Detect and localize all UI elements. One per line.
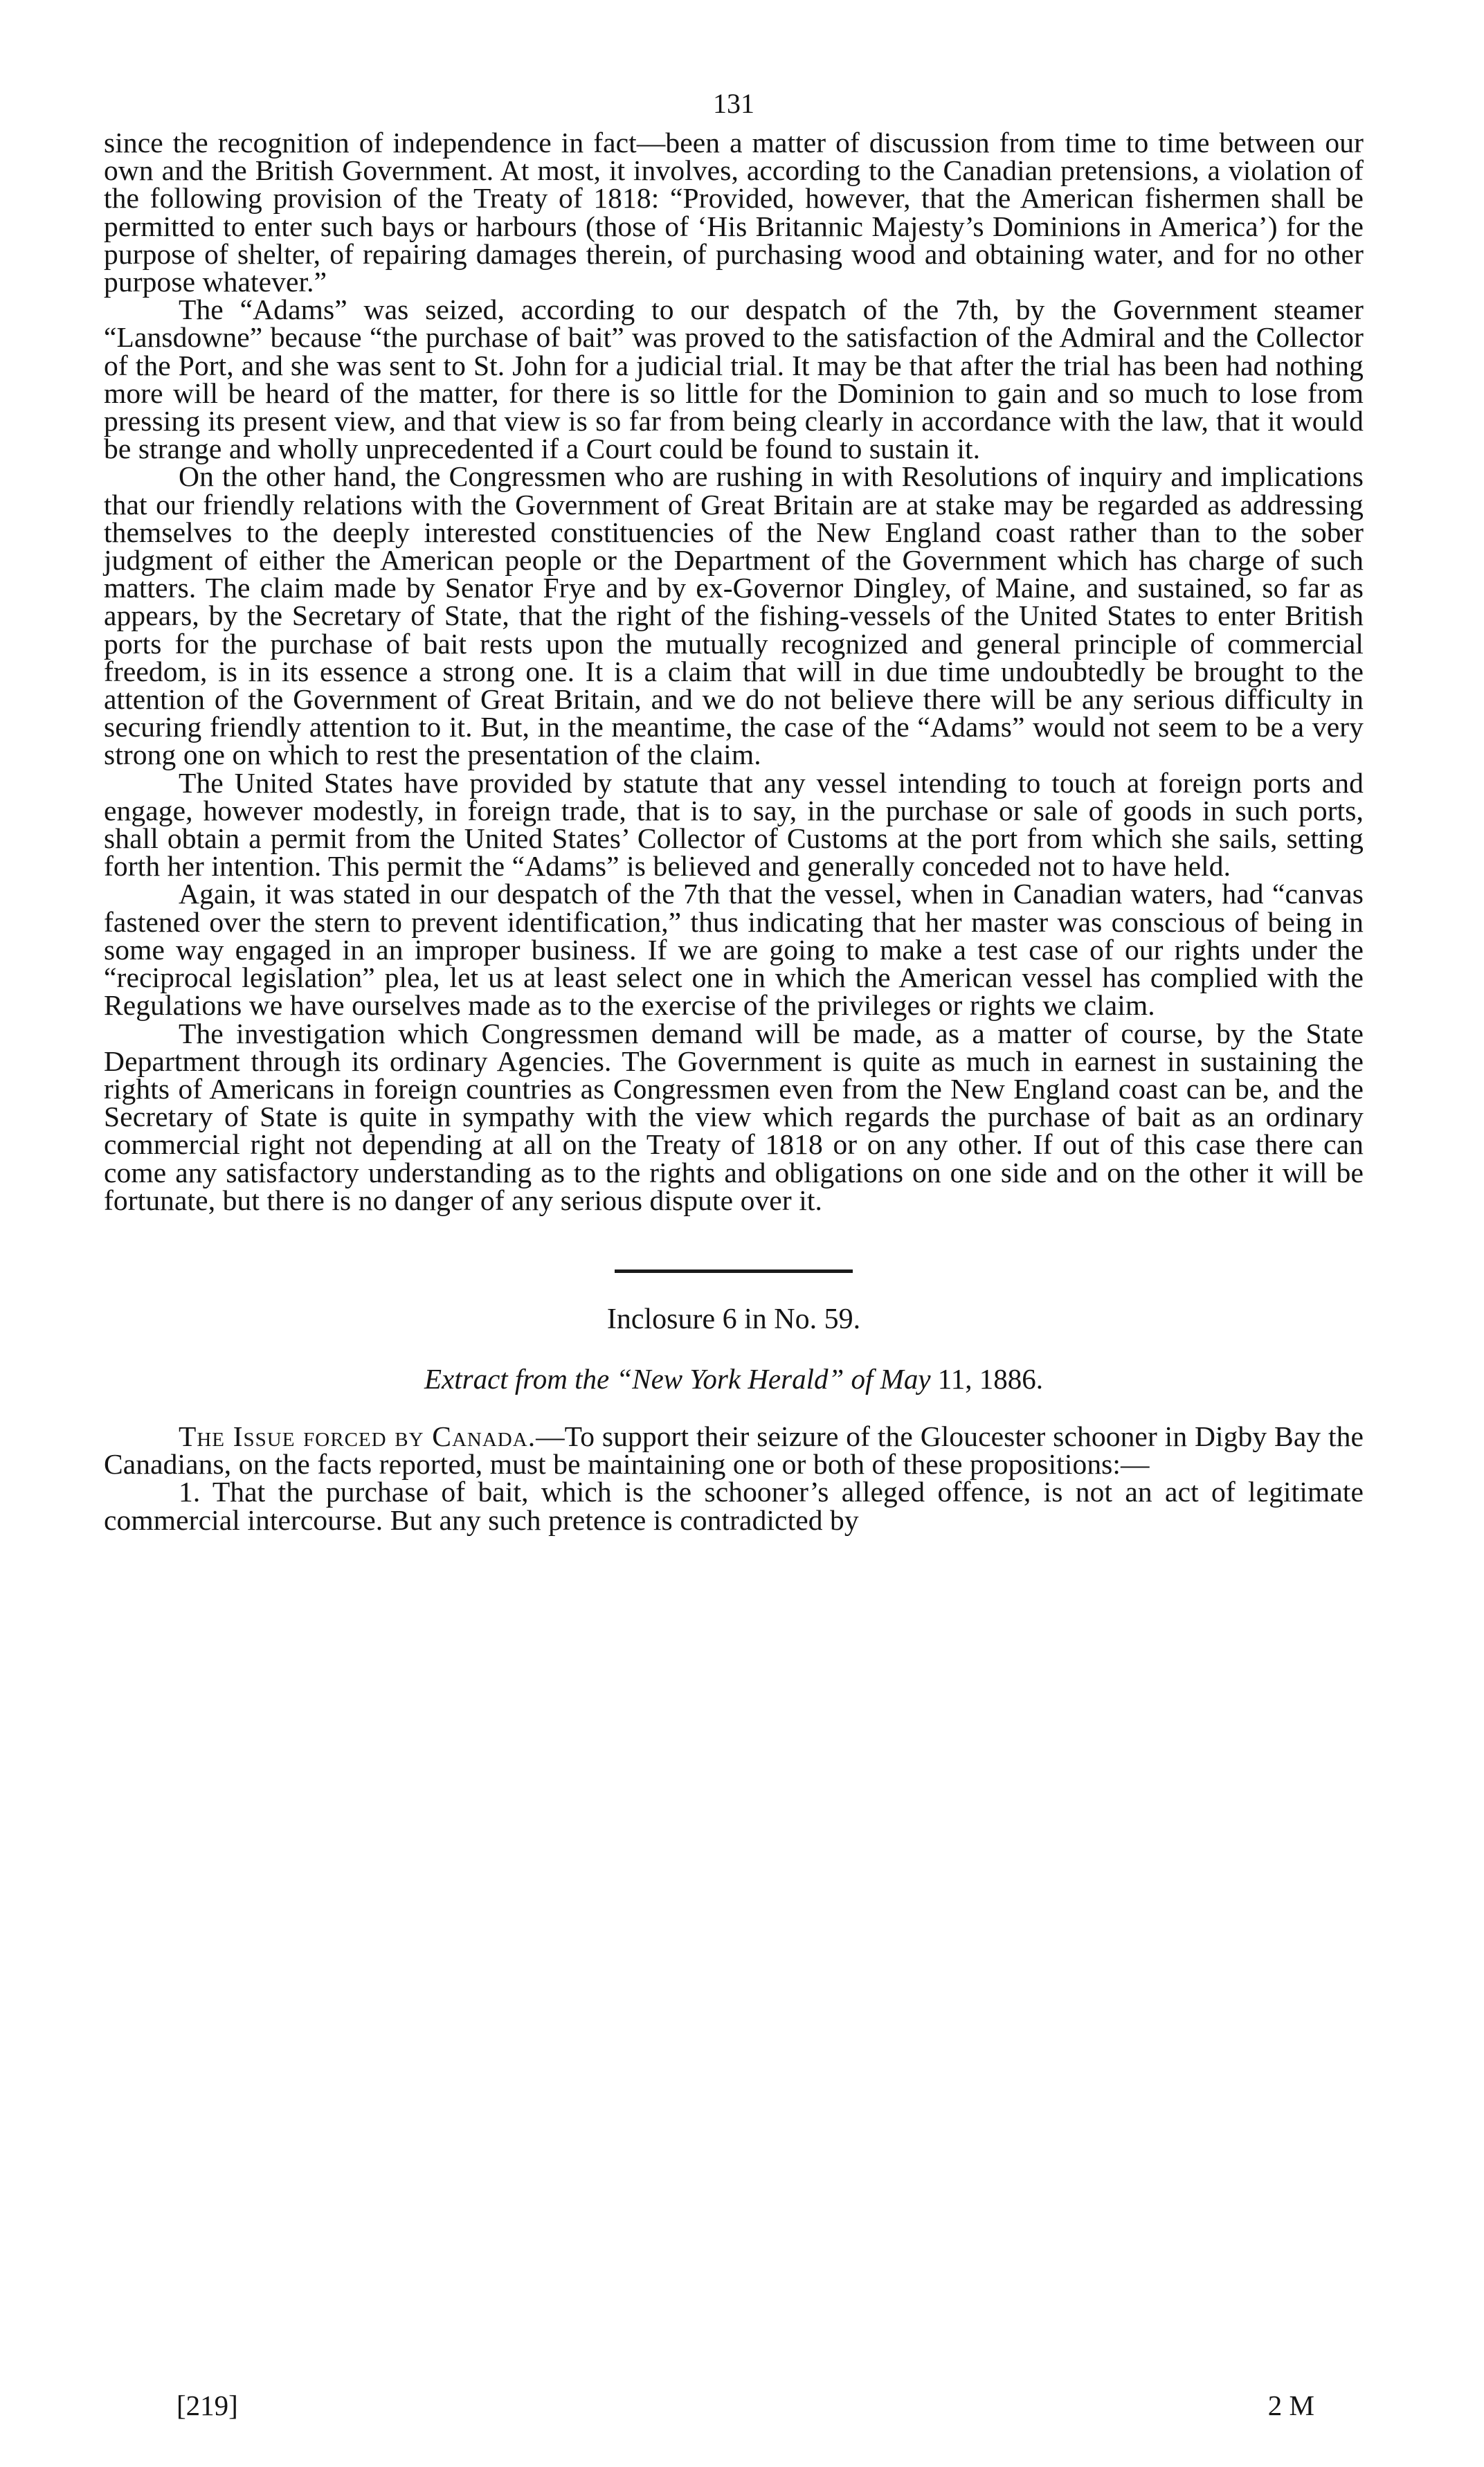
paragraph-4: The United States have provided by statute that any vessel intending to touch at foreign ports and engage, however modestly, in foreign trade, that is to say, in the purchase or sale of goods in such ports, shall obtain a permit from the United States’ Collector of Customs at the port from which she sails, setting forth her intention. This permit the “Adams” is believed and generally conceded not to have held.: [104, 766, 1364, 883]
paragraph-2: The “Adams” was seized, according to our despatch of the 7th, by the Government steamer “Lansdowne” because “the purchase of bait” was proved to the satisfaction of the Admiral and the Collector of the Port, and she was sent to St. John for a judicial trial. It may be that after the trial has been had nothing more will be heard of the matter, for there is so little for the Dominion to gain and so much to lose from pressing its present view, and that view is so far from being clearly in accordance with the law, that it would be strange and wholly unprecedented if a Court could be found to sustain it.: [104, 293, 1364, 465]
paragraph-5: Again, it was stated in our despatch of the 7th that the vessel, when in Canadian waters, had “canvas fastened over the stern to prevent identification,” thus indicating that her master was conscious of being in some way engaged in an improper business. If we are going to make a test case of our rights under the “reciprocal legislation” plea, let us at least select one in which the American vessel has complied with the Regulations we have ourselves made as to the exercise of the privileges or rights we claim.: [104, 878, 1364, 1022]
sheet-mark: 2 M: [1267, 2389, 1314, 2421]
article-headline: The Issue forced by Canada.: [179, 1420, 536, 1452]
signature-mark: [219]: [177, 2389, 238, 2421]
article-lead-paragraph: [104, 1420, 1364, 1481]
section-divider: [615, 1269, 853, 1273]
paragraph-6: The investigation which Congressmen demand will be made, as a matter of course, by the State Department through its ordinary Agencies. The Government is quite as much in earnest in sustaining the rights of Americans in foreign countries as Congressmen even from the New England coast can be, and the Secretary of State is quite in sympathy with the view which regards the purchase of bait as an ordinary commercial right not depending at all on the Treaty of 1818 or on any other. If out of this case there can come any satisfactory understanding as to the rights and obligations on one side and on the other it will be fortunate, but there is no danger of any serious dispute over it.: [104, 1017, 1364, 1216]
inclosure-heading: Inclosure 6 in No. 59.: [606, 1303, 861, 1335]
article-point-1: 1. That the purchase of bait, which is the schooner’s alleged offence, is not an act of legitimate commercial intercourse. But any such pretence is contradicted by: [104, 1476, 1364, 1536]
extract-line: [104, 1362, 1364, 1396]
page-number: 131: [713, 88, 754, 119]
document-page: [104, 83, 1364, 1534]
extract-source: Extract from the “New York Herald” of May: [424, 1362, 931, 1395]
paragraph-1: since the recognition of independence in fact—been a matter of discussion from time to time between our own and the British Government. At most, it involves, according to the Canadian pretensions, a violation of the following provision of the Treaty of 1818: “Provided, however, that the American fishermen shall be permitted to enter such bays or harbours (those of ‘His Britannic Majesty’s Dominions in America’) for the purpose of shelter, of repairing damages therein, of purchasing wood and obtaining water, and for no other purpose whatever.”: [104, 127, 1364, 298]
paragraph-3: On the other hand, the Congressmen who are rushing in with Resolutions of inquiry and implications that our friendly relations with the Government of Great Britain are at stake may be regarded as addressing themselves to the deeply interested constituencies of the New England coast rather than to the sober judgment of either the American people or the Department of the Government which has charge of such matters. The claim made by Senator Frye and by ex-Governor Dingley, of Maine, and sustained, so far as appears, by the Secretary of State, that the right of the fishing-vessels of the United States to enter British ports for the purchase of bait rests upon the mutually recognized and general principle of commercial freedom, is in its essence a strong one. It is a claim that will in due time undoubtedly be brought to the attention of the Government of Great Britain, and we do not believe there will be any serious difficulty in securing friendly attention to it. But, in the meantime, the case of the “Adams” would not seem to be a very strong one on which to rest the presentation of the claim.: [104, 460, 1364, 771]
article-lead: —To support their seizure of the Gloucester schooner in Digby Bay the Canadians, on the facts reported, must be maintaining one or both of these propositions:—: [104, 1420, 1364, 1481]
extract-date: 11, 1886.: [937, 1362, 1044, 1395]
page-footer: [177, 2388, 1314, 2423]
